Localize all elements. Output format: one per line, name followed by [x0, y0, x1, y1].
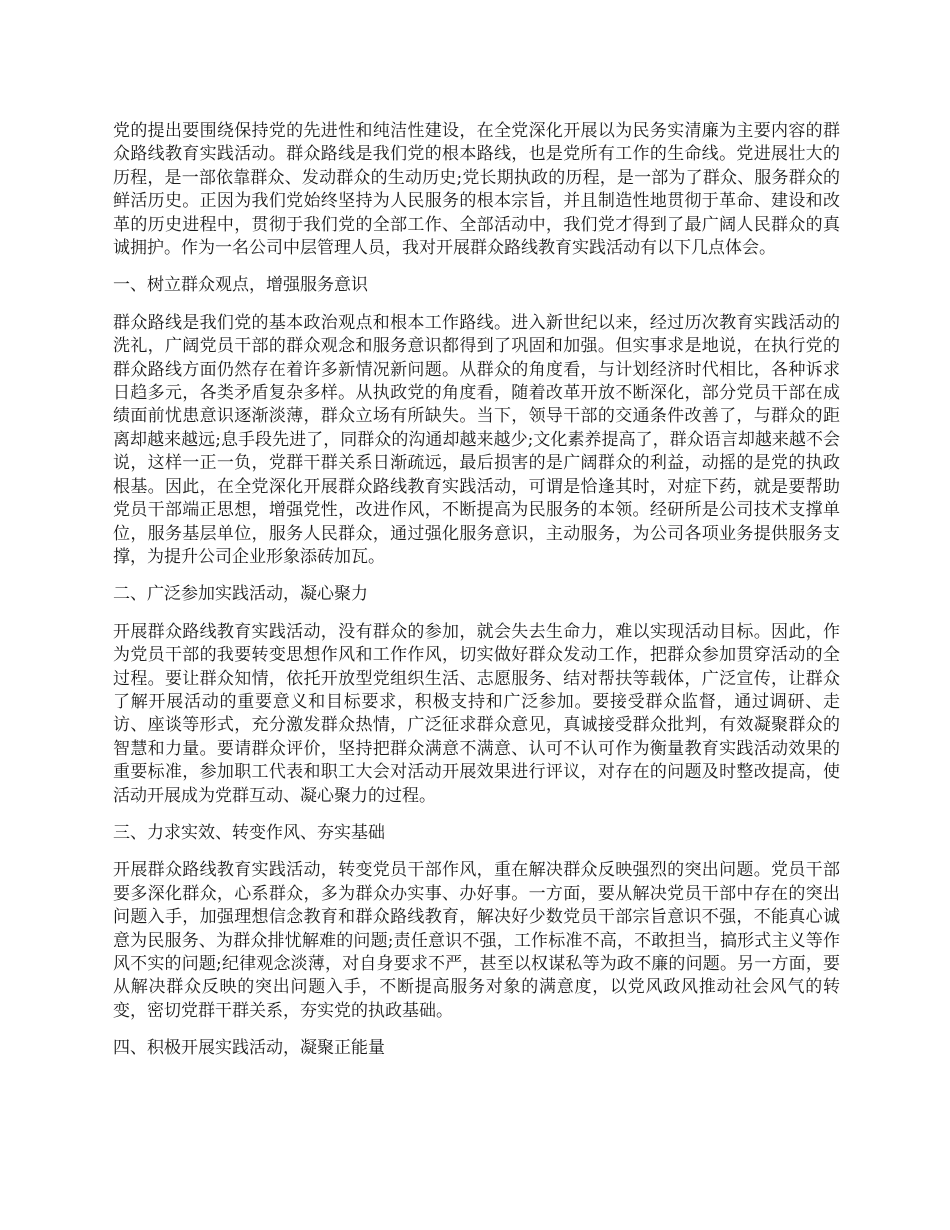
section-3-paragraph: 开展群众路线教育实践活动，转变党员干部作风，重在解决群众反映强烈的突出问题。党员干部要多深化群众，心系群众，多为群众办实事、办好事。一方面，要从解决党员干部中存在的突出问题入手，加强理想信念教育和群众路线教育，解决好少数党员干部宗旨意识不强，不能真心诚意为民服务、为群众排忧解难的问题;责任意识不强，工作标准不高，不敢担当，搞形式主义等作风不实的问题;纪律观念淡薄，对自身要求不严，甚至以权谋私等为政不廉的问题。另一方面，要从解决群众反映的突出问题入手，不断提高服务对象的满意度，以党风政风推动社会风气的转变，密切党群干群关系，夯实党的执政基础。 [113, 860, 840, 1021]
intro-paragraph: 党的提出要围绕保持党的先进性和纯洁性建设，在全党深化开展以为民务实清廉为主要内容的群众路线教育实践活动。群众路线是我们党的根本路线，也是党所有工作的生命线。党进展壮大的历程，是一部依靠群众、发动群众的生动历史;党长期执政的历程，是一部为了群众、服务群众的鲜活历史。正因为我们党始终坚持为人民服务的根本宗旨，并且制造性地贯彻于革命、建设和改革的历史进程中，贯彻于我们党的全部工作、全部活动中，我们党才得到了最广阔人民群众的真诚拥护。作为一名公司中层管理人员，我对开展群众路线教育实践活动有以下几点体会。 [113, 121, 840, 259]
document-body [113, 120, 840, 1075]
section-heading-4: 四、积极开展实践活动，凝聚正能量 [113, 1038, 385, 1059]
section-heading-3: 三、力求实效、转变作风、夯实基础 [113, 822, 385, 843]
section-heading-1: 一、树立群众观点，增强服务意识 [113, 275, 368, 296]
section-1-paragraph: 群众路线是我们党的基本政治观点和根本工作路线。进入新世纪以来，经过历次教育实践活动的洗礼，广阔党员干部的群众观念和服务意识都得到了巩固和加强。但实事求是地说，在执行党的群众路线方面仍然存在着许多新情况新问题。从群众的角度看，与计划经济时代相比，各种诉求日趋多元，各类矛盾复杂多样。从执政党的角度看，随着改革开放不断深化，部分党员干部在成绩面前忧患意识逐渐淡薄，群众立场有所缺失。当下，领导干部的交通条件改善了，与群众的距离却越来越远;息手段先进了，同群众的沟通却越来越少;文化素养提高了，群众语言却越来越不会说，这样一正一负，党群干群关系日渐疏远，最后损害的是广阔群众的利益，动摇的是党的执政根基。因此，在全党深化开展群众路线教育实践活动，可谓是恰逢其时，对症下药，就是要帮助党员干部端正思想，增强党性，改进作风，不断提高为民服务的本领。经研所是公司技术支撑单位，服务基层单位，服务人民群众，通过强化服务意识，主动服务，为公司各项业务提供服务支撑，为提升公司企业形象添砖加瓦。 [113, 312, 840, 567]
section-2-paragraph: 开展群众路线教育实践活动，没有群众的参加，就会失去生命力，难以实现活动目标。因此，作为党员干部的我要转变思想作风和工作作风，切实做好群众发动工作，把群众参加贯穿活动的全过程。要让群众知情，依托开放型党组织生活、志愿服务、结对帮扶等载体，广泛宣传，让群众了解开展活动的重要意义和目标要求，积极支持和广泛参加。要接受群众监督，通过调研、走访、座谈等形式，充分激发群众热情，广泛征求群众意见，真诚接受群众批判，有效凝聚群众的智慧和力量。要请群众评价，坚持把群众满意不满意、认可不认可作为衡量教育实践活动效果的重要标准，参加职工代表和职工大会对活动开展效果进行评议，对存在的问题及时整改提高，使活动开展成为党群互动、凝心聚力的过程。 [113, 621, 840, 806]
section-heading-2: 二、广泛参加实践活动，凝心聚力 [113, 584, 368, 605]
